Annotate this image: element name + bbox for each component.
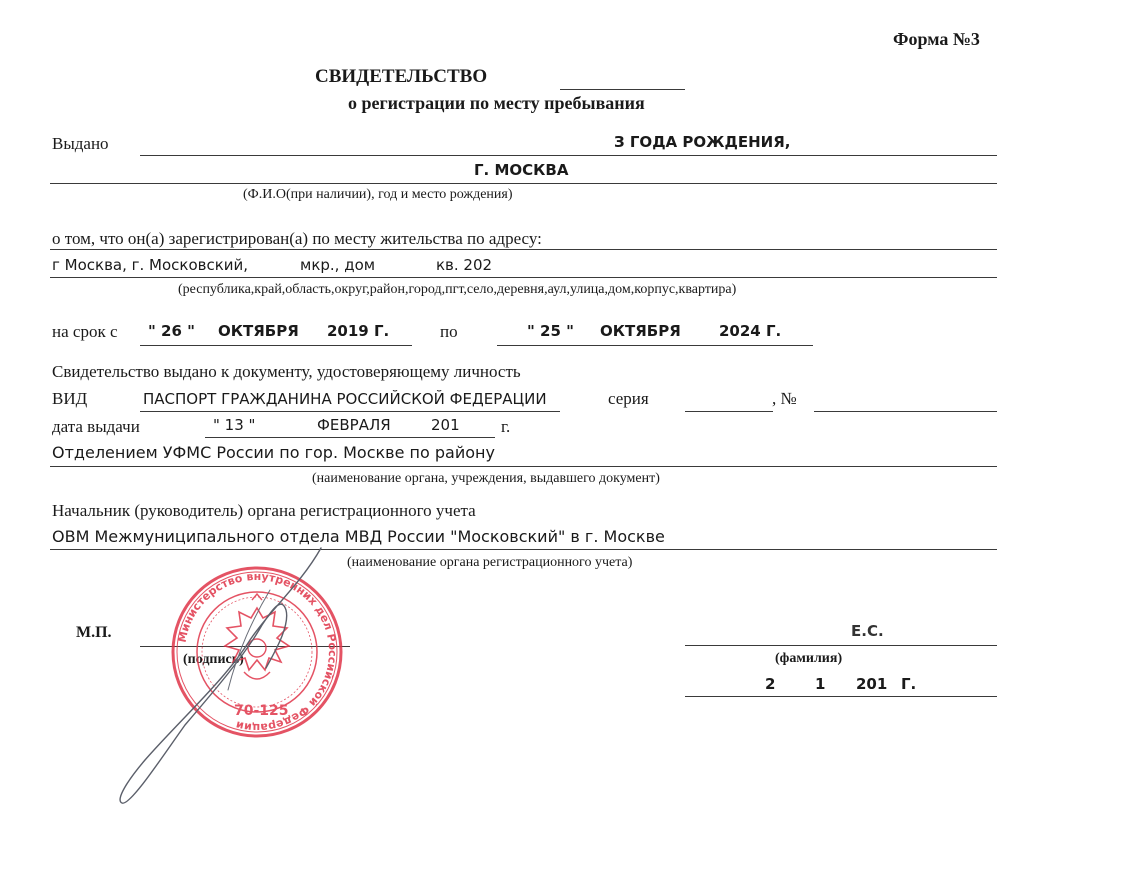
term-from-month: ОКТЯБРЯ (218, 322, 299, 340)
term-to-day: " 25 " (527, 322, 574, 340)
series-label: серия (608, 389, 649, 408)
holder-birth-year: З ГОДА РОЖДЕНИЯ, (614, 133, 791, 151)
issue-year: 201 (431, 416, 460, 434)
form-number: Форма №3 (893, 29, 980, 49)
authority-caption: (наименование органа регистрационного учета) (347, 555, 633, 570)
address-intro: о том, что он(а) зарегистрирован(а) по месту жительства по адресу: (52, 229, 542, 248)
issue-date-label: дата выдачи (52, 417, 140, 436)
seal-place-label: М.П. (76, 624, 112, 641)
document-title: СВИДЕТЕЛЬСТВО (315, 66, 488, 87)
surname-caption: (фамилия) (775, 651, 843, 666)
identity-intro: Свидетельство выдано к документу, удостоверяющему личность (52, 362, 521, 381)
issuer-caption: (наименование органа, учреждения, выдавшего документ) (312, 471, 660, 486)
issuer-name: Отделением УФМС России по гор. Москве по району (52, 443, 495, 462)
address-house: мкр., дом (300, 256, 376, 274)
authority-name: ОВМ Межмуниципального отдела МВД России "Московский" в г. Москве (52, 527, 665, 546)
signoff-year-suffix: Г. (901, 675, 917, 693)
address-apartment: кв. 202 (436, 256, 493, 274)
issue-day: " 13 " (213, 416, 256, 434)
signoff-month: 1 (815, 675, 826, 693)
term-from-day: " 26 " (148, 322, 195, 340)
holder-birth-place: Г. МОСКВА (474, 161, 569, 179)
signature-caption: (подпись) (183, 652, 244, 667)
signoff-year: 201 (856, 675, 888, 693)
document-subtitle: о регистрации по месту пребывания (348, 93, 645, 113)
number-label: , № (772, 389, 797, 408)
document-type-value: ПАСПОРТ ГРАЖДАНИНА РОССИЙСКОЙ ФЕДЕРАЦИИ (143, 390, 547, 408)
term-from-year: 2019 Г. (327, 322, 390, 340)
term-from-label: на срок с (52, 322, 118, 341)
issue-year-suffix: г. (501, 417, 511, 436)
document-type-label: ВИД (52, 389, 88, 408)
issue-month: ФЕВРАЛЯ (317, 416, 391, 434)
stamp-ring-text: Министерство внутренних дел Российской Федерации (175, 569, 340, 735)
signoff-day: 2 (765, 675, 776, 693)
term-to-year: 2024 Г. (719, 322, 782, 340)
term-to-month: ОКТЯБРЯ (600, 322, 681, 340)
address-caption: (республика,край,область,округ,район,город,пгт,село,деревня,аул,улица,дом,корпус,квартира) (178, 282, 737, 297)
official-initials: Е.С. (851, 622, 884, 640)
authority-intro: Начальник (руководитель) органа регистрационного учета (52, 501, 476, 520)
address-city: г Москва, г. Московский, (52, 256, 249, 274)
term-to-label: по (440, 322, 458, 341)
stamp-code: 70-125 (234, 703, 289, 719)
issued-label: Выдано (52, 134, 109, 153)
issued-caption: (Ф.И.О(при наличии), год и место рождения) (243, 187, 513, 202)
